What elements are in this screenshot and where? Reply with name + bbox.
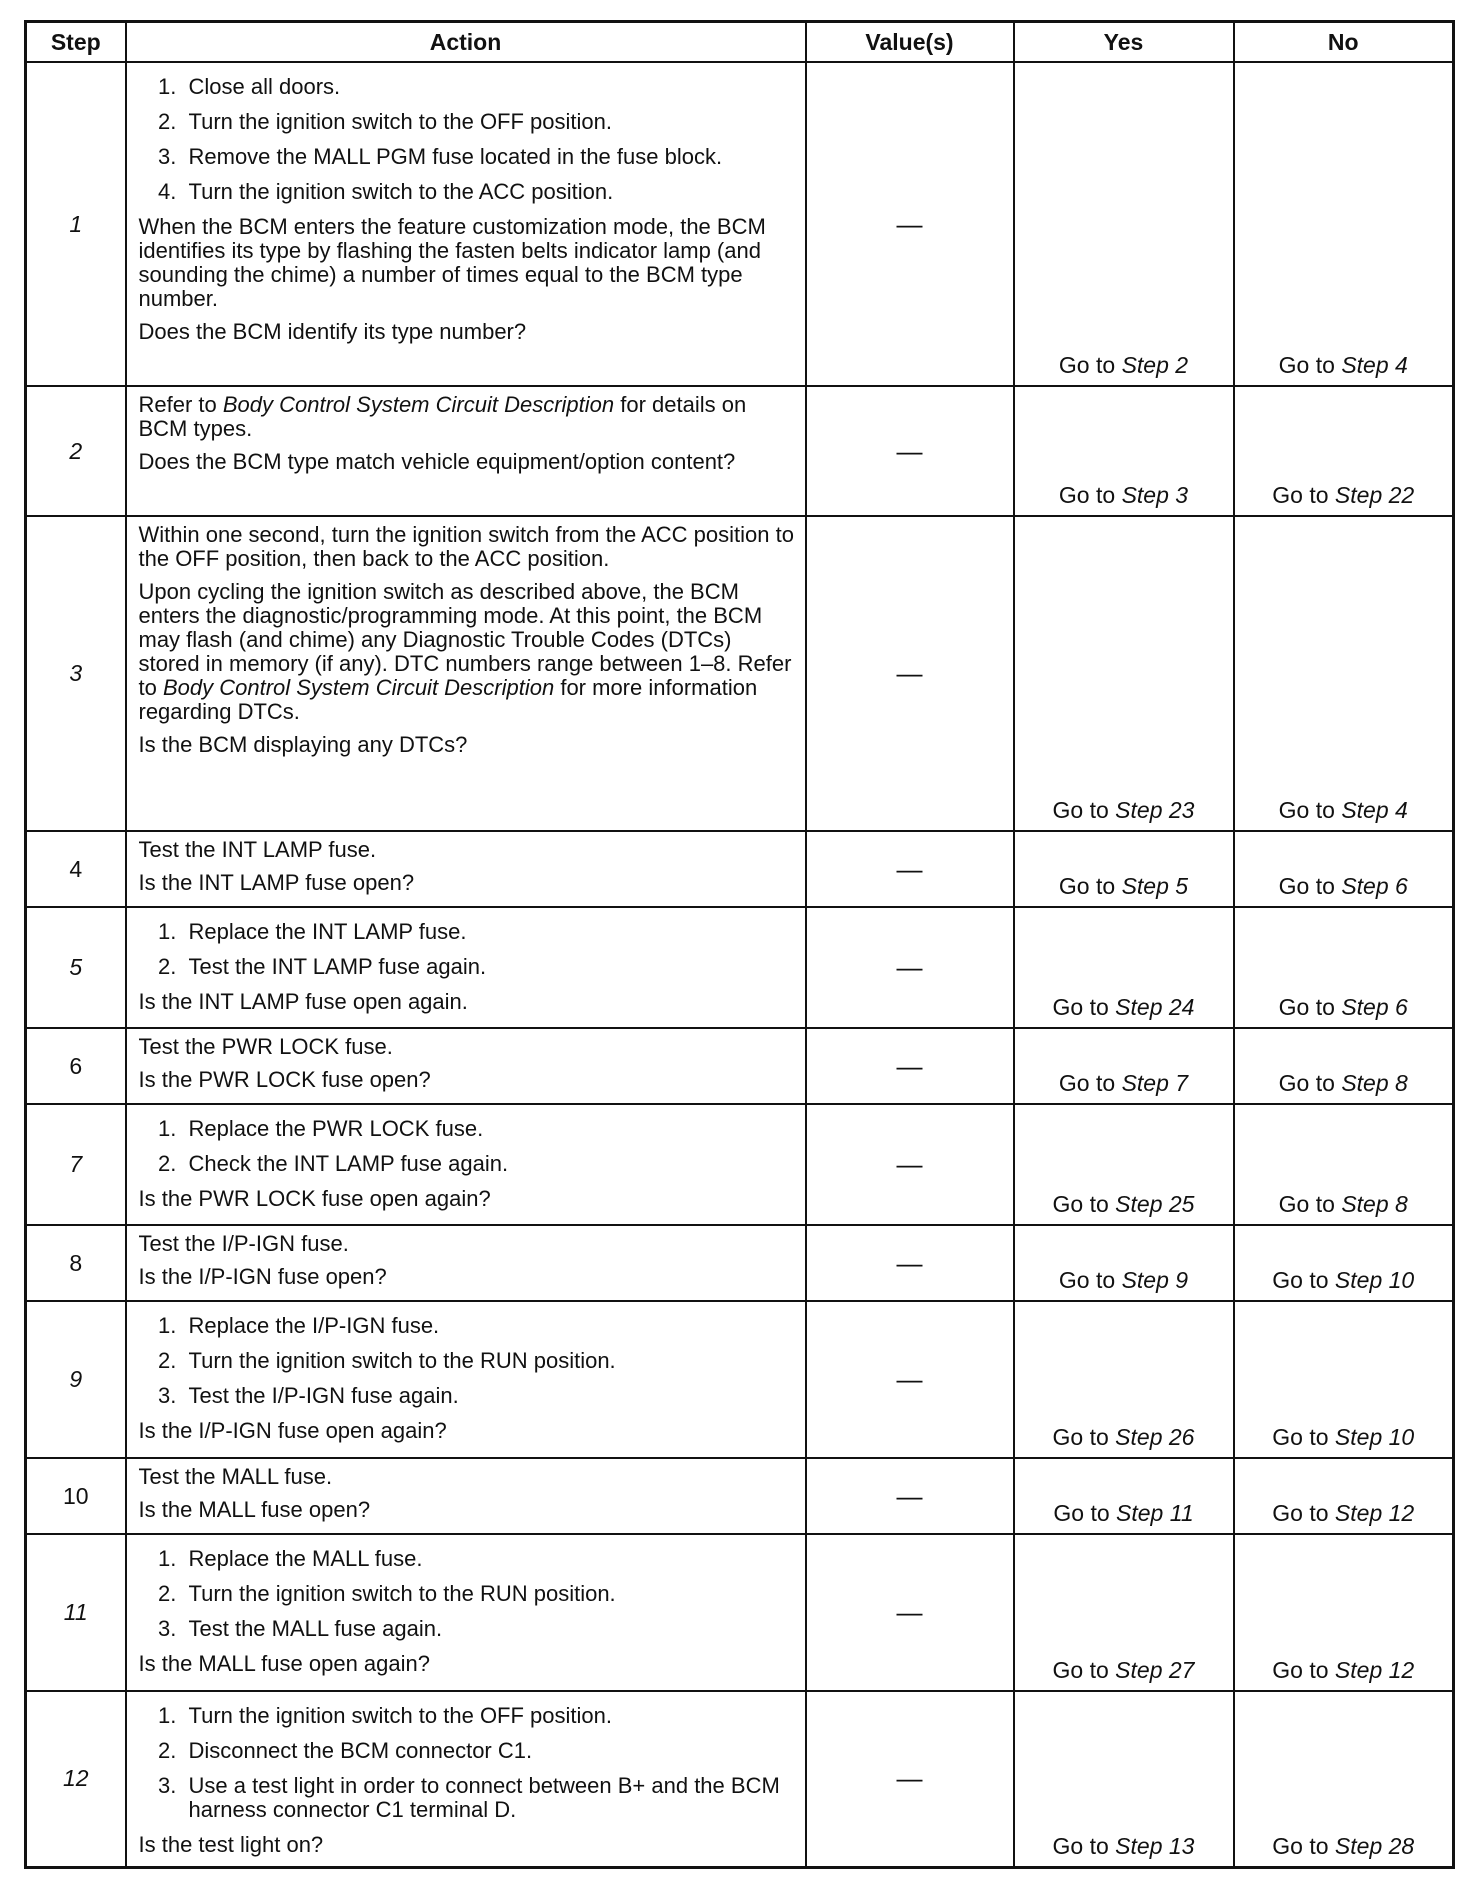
yes-step-link[interactable]: Step 3	[1121, 482, 1189, 508]
yes-cell	[1014, 62, 1234, 386]
action-text: Is the INT LAMP fuse open?	[138, 870, 415, 895]
table-row	[26, 907, 1454, 1028]
step-number: 9	[26, 1301, 126, 1458]
text-run: Refer to	[138, 392, 223, 417]
no-step-link[interactable]: Step 12	[1334, 1500, 1415, 1526]
value-cell: —	[806, 1225, 1014, 1301]
table-row	[26, 62, 1454, 386]
action-text: Does the BCM type match vehicle equipment/option content?	[138, 449, 736, 474]
yes-go-to-label: Go to	[1058, 1070, 1116, 1096]
substep: 1. Replace the PWR LOCK fuse.	[183, 1117, 795, 1141]
table-row	[26, 1301, 1454, 1458]
yes-go-to-label: Go to	[1052, 994, 1109, 1020]
substep: 3. Test the I/P-IGN fuse again.	[183, 1384, 795, 1408]
table-row	[26, 1028, 1454, 1104]
no-step-link[interactable]: Step 10	[1334, 1267, 1415, 1293]
yes-go-to-label: Go to	[1058, 352, 1116, 378]
yes-go-to-label: Go to	[1052, 1832, 1109, 1859]
no-go-to-label: Go to	[1272, 482, 1329, 508]
action-cell	[126, 1534, 806, 1691]
yes-go-to-label: Go to	[1052, 1424, 1109, 1450]
value-cell: —	[806, 516, 1014, 831]
substep: 3. Test the MALL fuse again.	[183, 1617, 795, 1641]
no-go-to-label: Go to	[1272, 1657, 1329, 1683]
action-text: Is the I/P-IGN fuse open?	[138, 1264, 387, 1289]
yes-step-link[interactable]: Step 27	[1115, 1657, 1195, 1683]
table-row	[26, 1104, 1454, 1225]
no-step-link[interactable]: Step 22	[1334, 482, 1415, 508]
no-go-to-label: Go to	[1278, 873, 1335, 899]
no-cell	[1234, 1301, 1454, 1458]
no-cell	[1234, 62, 1454, 386]
yes-go-to-label: Go to	[1052, 1657, 1109, 1683]
yes-go-to-label: Go to	[1052, 797, 1109, 823]
substep: 3. Remove the MALL PGM fuse located in the fuse block.	[183, 145, 795, 169]
value-cell: —	[806, 907, 1014, 1028]
substep: 1. Replace the MALL fuse.	[183, 1547, 795, 1571]
no-step-link[interactable]: Step 6	[1341, 994, 1408, 1020]
yes-step-link[interactable]: Step 2	[1121, 352, 1189, 378]
no-go-to-label: Go to	[1278, 797, 1335, 823]
diagnostic-table	[24, 20, 1455, 1869]
yes-go-to-label: Go to	[1052, 1191, 1109, 1217]
no-cell	[1234, 831, 1454, 907]
yes-go-to-label: Go to	[1058, 1267, 1116, 1293]
value-cell: —	[806, 386, 1014, 516]
no-cell	[1234, 1691, 1454, 1867]
action-cell	[126, 1104, 806, 1225]
action-cell	[126, 1691, 806, 1867]
substep-list	[139, 1314, 795, 1408]
no-step-link[interactable]: Step 28	[1334, 1832, 1415, 1859]
action-text: When the BCM enters the feature customization mode, the BCM identifies its type by flashing the fasten belts indicator lamp (and sounding the chime) a number of times equal to the BCM type number.	[138, 214, 766, 311]
yes-cell	[1014, 907, 1234, 1028]
no-cell	[1234, 386, 1454, 516]
action-text: Is the test light on?	[138, 1832, 324, 1857]
yes-cell	[1014, 1458, 1234, 1534]
no-go-to-label: Go to	[1278, 1191, 1335, 1217]
table-row	[26, 386, 1454, 516]
action-cell	[126, 386, 806, 516]
action-text: Is the INT LAMP fuse open again.	[138, 989, 468, 1014]
no-cell	[1234, 1225, 1454, 1301]
action-cell	[126, 516, 806, 831]
action-text: Test the INT LAMP fuse.	[138, 837, 377, 862]
no-cell	[1234, 1534, 1454, 1691]
table-row	[26, 1691, 1454, 1867]
yes-go-to-label: Go to	[1058, 873, 1116, 899]
no-step-link[interactable]: Step 10	[1334, 1424, 1415, 1450]
step-number: 2	[26, 386, 126, 516]
header-action: Action	[126, 22, 806, 63]
no-step-link[interactable]: Step 8	[1341, 1191, 1408, 1217]
header-no: No	[1234, 22, 1454, 63]
action-text: Is the PWR LOCK fuse open again?	[138, 1186, 491, 1211]
step-number: 4	[26, 831, 126, 907]
value-cell: —	[806, 831, 1014, 907]
substep-list	[139, 1547, 795, 1641]
value-cell: —	[806, 62, 1014, 386]
no-step-link[interactable]: Step 4	[1341, 797, 1408, 823]
value-cell: —	[806, 1104, 1014, 1225]
substep: 2. Test the INT LAMP fuse again.	[183, 955, 795, 979]
value-cell: —	[806, 1691, 1014, 1867]
action-text	[139, 393, 795, 441]
value-cell: —	[806, 1534, 1014, 1691]
no-step-link[interactable]: Step 4	[1341, 352, 1408, 378]
table-row	[26, 1225, 1454, 1301]
no-step-link[interactable]: Step 8	[1341, 1070, 1408, 1096]
substep: 2. Turn the ignition switch to the RUN position.	[183, 1349, 795, 1373]
yes-cell	[1014, 1028, 1234, 1104]
substep: 2. Disconnect the BCM connector C1.	[183, 1739, 795, 1763]
no-cell	[1234, 907, 1454, 1028]
no-cell	[1234, 1104, 1454, 1225]
table-row	[26, 1534, 1454, 1691]
action-cell	[126, 831, 806, 907]
step-number: 5	[26, 907, 126, 1028]
table-body	[26, 62, 1454, 1867]
action-text: Is the BCM displaying any DTCs?	[138, 732, 468, 757]
step-number: 3	[26, 516, 126, 831]
action-text: Does the BCM identify its type number?	[138, 319, 527, 344]
substep: 1. Replace the I/P-IGN fuse.	[183, 1314, 795, 1338]
action-text: Within one second, turn the ignition switch from the ACC position to the OFF position, then back to the ACC position.	[138, 522, 794, 571]
substep: 1. Close all doors.	[183, 75, 795, 99]
yes-step-link[interactable]: Step 7	[1121, 1070, 1189, 1096]
action-text: Test the PWR LOCK fuse.	[138, 1034, 393, 1059]
no-go-to-label: Go to	[1272, 1500, 1329, 1526]
reference-title: Body Control System Circuit Description	[162, 675, 555, 700]
value-cell: —	[806, 1301, 1014, 1458]
no-step-link[interactable]: Step 6	[1341, 873, 1408, 899]
yes-step-link[interactable]: Step 24	[1115, 994, 1195, 1020]
text-run: for details on BCM types.	[138, 392, 747, 441]
action-text: Is the MALL fuse open again?	[138, 1651, 430, 1676]
yes-cell	[1014, 1691, 1234, 1867]
action-text: Test the MALL fuse.	[138, 1464, 333, 1489]
substep-list	[139, 75, 795, 204]
yes-step-link[interactable]: Step 11	[1116, 1500, 1194, 1526]
no-cell	[1234, 1028, 1454, 1104]
no-go-to-label: Go to	[1278, 352, 1335, 378]
step-number: 11	[26, 1534, 126, 1691]
step-number: 6	[26, 1028, 126, 1104]
yes-cell	[1014, 1534, 1234, 1691]
header-yes: Yes	[1014, 22, 1234, 63]
action-cell	[126, 907, 806, 1028]
yes-step-link[interactable]: Step 5	[1121, 873, 1189, 899]
yes-cell	[1014, 1104, 1234, 1225]
yes-cell	[1014, 1301, 1234, 1458]
action-cell	[126, 1225, 806, 1301]
no-go-to-label: Go to	[1278, 994, 1335, 1020]
yes-step-link[interactable]: Step 26	[1115, 1424, 1195, 1450]
step-number: 8	[26, 1225, 126, 1301]
header-values: Value(s)	[806, 22, 1014, 63]
substep-list	[139, 920, 795, 979]
action-text: Test the I/P-IGN fuse.	[138, 1231, 349, 1256]
action-text: Is the I/P-IGN fuse open again?	[138, 1418, 447, 1443]
yes-go-to-label: Go to	[1058, 482, 1116, 508]
table-row	[26, 831, 1454, 907]
value-cell: —	[806, 1458, 1014, 1534]
no-go-to-label: Go to	[1272, 1832, 1329, 1859]
table-row	[26, 516, 1454, 831]
no-cell	[1234, 516, 1454, 831]
action-cell	[126, 1028, 806, 1104]
step-number: 1	[26, 62, 126, 386]
text-run: Upon cycling the ignition switch as described above, the BCM enters the diagnostic/programming mode. At this point, the BCM may flash (and chime) any Diagnostic Trouble Codes (DTCs) stored in memory (if any). DTC numbers range between 1–8. Refer to	[138, 579, 792, 700]
yes-step-link[interactable]: Step 23	[1115, 797, 1195, 823]
substep: 2. Check the INT LAMP fuse again.	[183, 1152, 795, 1176]
no-cell	[1234, 1458, 1454, 1534]
action-cell	[126, 1458, 806, 1534]
yes-step-link[interactable]: Step 9	[1121, 1267, 1189, 1293]
yes-cell	[1014, 1225, 1234, 1301]
substep: 1. Replace the INT LAMP fuse.	[183, 920, 795, 944]
header-row	[26, 22, 1454, 63]
action-text	[139, 580, 795, 724]
text-run: for more information regarding DTCs.	[138, 675, 758, 724]
yes-step-link[interactable]: Step 13	[1115, 1832, 1195, 1859]
substep-list	[139, 1704, 795, 1822]
yes-cell	[1014, 386, 1234, 516]
yes-cell	[1014, 516, 1234, 831]
value-cell: —	[806, 1028, 1014, 1104]
substep: 2. Turn the ignition switch to the RUN position.	[183, 1582, 795, 1606]
substep: 1. Turn the ignition switch to the OFF position.	[183, 1704, 795, 1728]
reference-title: Body Control System Circuit Description	[222, 392, 615, 417]
substep-list	[139, 1117, 795, 1176]
substep: 2. Turn the ignition switch to the OFF position.	[183, 110, 795, 134]
step-number: 12	[26, 1691, 126, 1867]
no-go-to-label: Go to	[1272, 1267, 1329, 1293]
yes-go-to-label: Go to	[1053, 1500, 1110, 1526]
table-row	[26, 1458, 1454, 1534]
action-cell	[126, 62, 806, 386]
action-cell	[126, 1301, 806, 1458]
action-text: Is the MALL fuse open?	[138, 1497, 371, 1522]
step-number: 10	[26, 1458, 126, 1534]
yes-cell	[1014, 831, 1234, 907]
substep: 4. Turn the ignition switch to the ACC position.	[183, 180, 795, 204]
no-step-link[interactable]: Step 12	[1334, 1657, 1415, 1683]
substep: 3. Use a test light in order to connect between B+ and the BCM harness connector C1 terminal D.	[183, 1774, 795, 1822]
action-text: Is the PWR LOCK fuse open?	[138, 1067, 431, 1092]
no-go-to-label: Go to	[1278, 1070, 1335, 1096]
yes-step-link[interactable]: Step 25	[1115, 1191, 1195, 1217]
header-step: Step	[26, 22, 126, 63]
no-go-to-label: Go to	[1272, 1424, 1329, 1450]
step-number: 7	[26, 1104, 126, 1225]
